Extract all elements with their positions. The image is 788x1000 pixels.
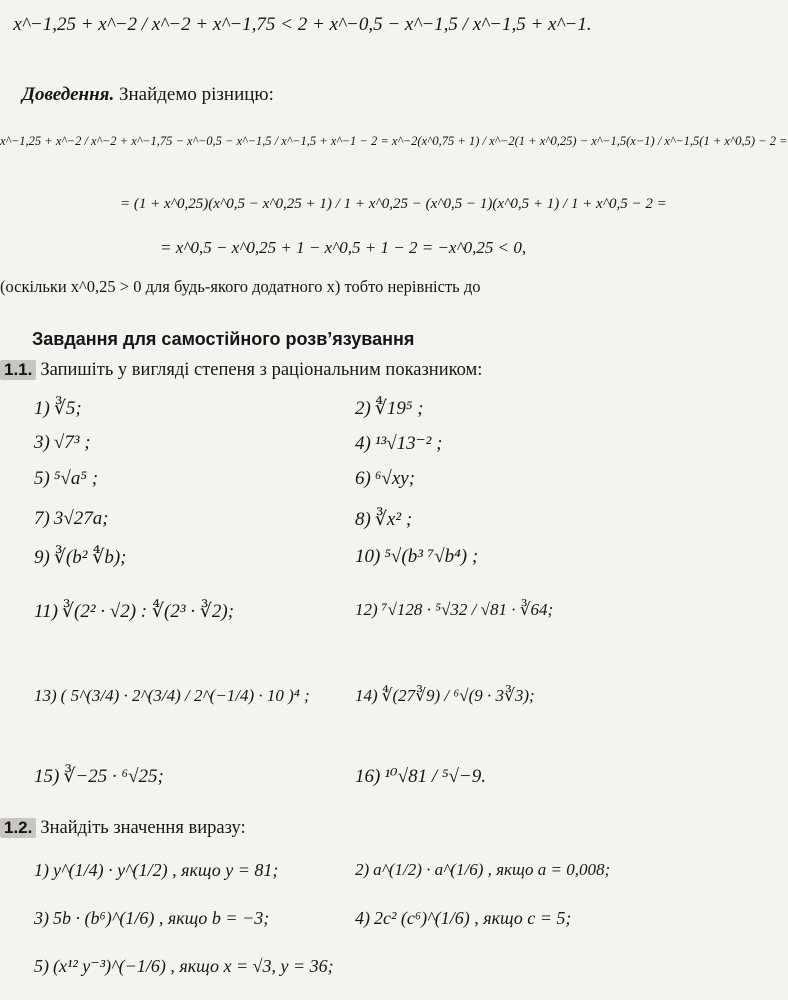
task-1-1-item: 12) ⁷√128 · ⁵√32 / √81 · ∛64; [355, 600, 554, 619]
proof-intro [22, 84, 274, 106]
task-1-1-item: 14) ∜(27∛9) / ⁶√(9 · 3∛3); [355, 686, 535, 705]
task-1-1-item: 8) ∛x² ; [355, 509, 413, 530]
task-1-1-item: 11) ∛(2² · √2) : ∜(2³ · ∛2); [34, 601, 235, 622]
task-1-1-item: 13) ( 5^(3/4) · 2^(3/4) / 2^(−1/4) · 10 )⁴ ; [34, 686, 310, 705]
task-1-1-item: 3) √7³ ; [34, 432, 91, 453]
task-1-2-item: 3) 5b · (b⁶)^(1/6) , якщо b = −3; [34, 908, 270, 928]
task-1-1-item: 5) ⁵√a⁵ ; [34, 468, 99, 489]
task-1-1-item: 16) ¹⁰√81 / ⁵√−9. [355, 766, 486, 787]
task-1-2-header [0, 818, 246, 839]
task-1-2-item: 2) a^(1/2) · a^(1/6) , якщо a = 0,008; [355, 860, 611, 879]
proof-conclusion: (оскільки x^0,25 > 0 для будь-якого додатного x) тобто нерівність до [0, 277, 481, 296]
task-1-2-item: 4) 2c² (c⁶)^(1/6) , якщо c = 5; [355, 908, 572, 928]
proof-text: Знайдемо різницю: [118, 84, 274, 105]
task-1-1-item: 2) ∜19⁵ ; [355, 398, 424, 419]
task-number: 1.2. [0, 818, 36, 838]
task-1-1-item: 4) ¹³√13⁻² ; [355, 433, 443, 454]
task-1-1-item: 15) ∛−25 · ⁶√25; [34, 766, 164, 787]
task-1-1-header [0, 360, 482, 381]
task-1-2-item: 5) (x¹² y⁻³)^(−1/6) , якщо x = √3, y = 36; [34, 956, 334, 976]
task-1-1-item: 9) ∛(b² ∜b); [34, 547, 127, 568]
top-inequality: x^−1,25 + x^−2 / x^−2 + x^−1,75 < 2 + x^−0,5 − x^−1,5 / x^−1,5 + x^−1. [13, 14, 592, 35]
task-1-1-item: 1) ∛5; [34, 398, 82, 419]
section-heading: Завдання для самостійного розв’язування [32, 329, 415, 349]
task-title: Запишіть у вигляді степеня з раціональним показником: [40, 360, 483, 380]
proof-line-1: x^−1,25 + x^−2 / x^−2 + x^−1,75 − x^−0,5 − x^−1,5 / x^−1,5 + x^−1 − 2 = x^−2(x^0,75 + 1) / x^−2(1 + x^0,25) − x^−1,5(x−1) / x^−1,5(1 + x^0,5) − 2 = [0, 134, 788, 148]
proof-line-2: = (1 + x^0,25)(x^0,5 − x^0,25 + 1) / 1 + x^0,25 − (x^0,5 − 1)(x^0,5 + 1) / 1 + x^0,5 − 2 = [120, 196, 667, 212]
task-number: 1.1. [0, 360, 36, 380]
task-1-1-item: 10) ⁵√(b³ ⁷√b⁴) ; [355, 546, 479, 567]
task-1-2-item: 1) y^(1/4) · y^(1/2) , якщо y = 81; [34, 860, 279, 880]
task-title: Знайдіть значення виразу: [40, 818, 246, 838]
task-1-1-item: 6) ⁶√xy; [355, 468, 416, 489]
task-1-1-item: 7) 3√27a; [34, 508, 109, 529]
proof-line-3: = x^0,5 − x^0,25 + 1 − x^0,5 + 1 − 2 = −x^0,25 < 0, [160, 238, 527, 257]
proof-label: Доведення. [22, 84, 115, 105]
